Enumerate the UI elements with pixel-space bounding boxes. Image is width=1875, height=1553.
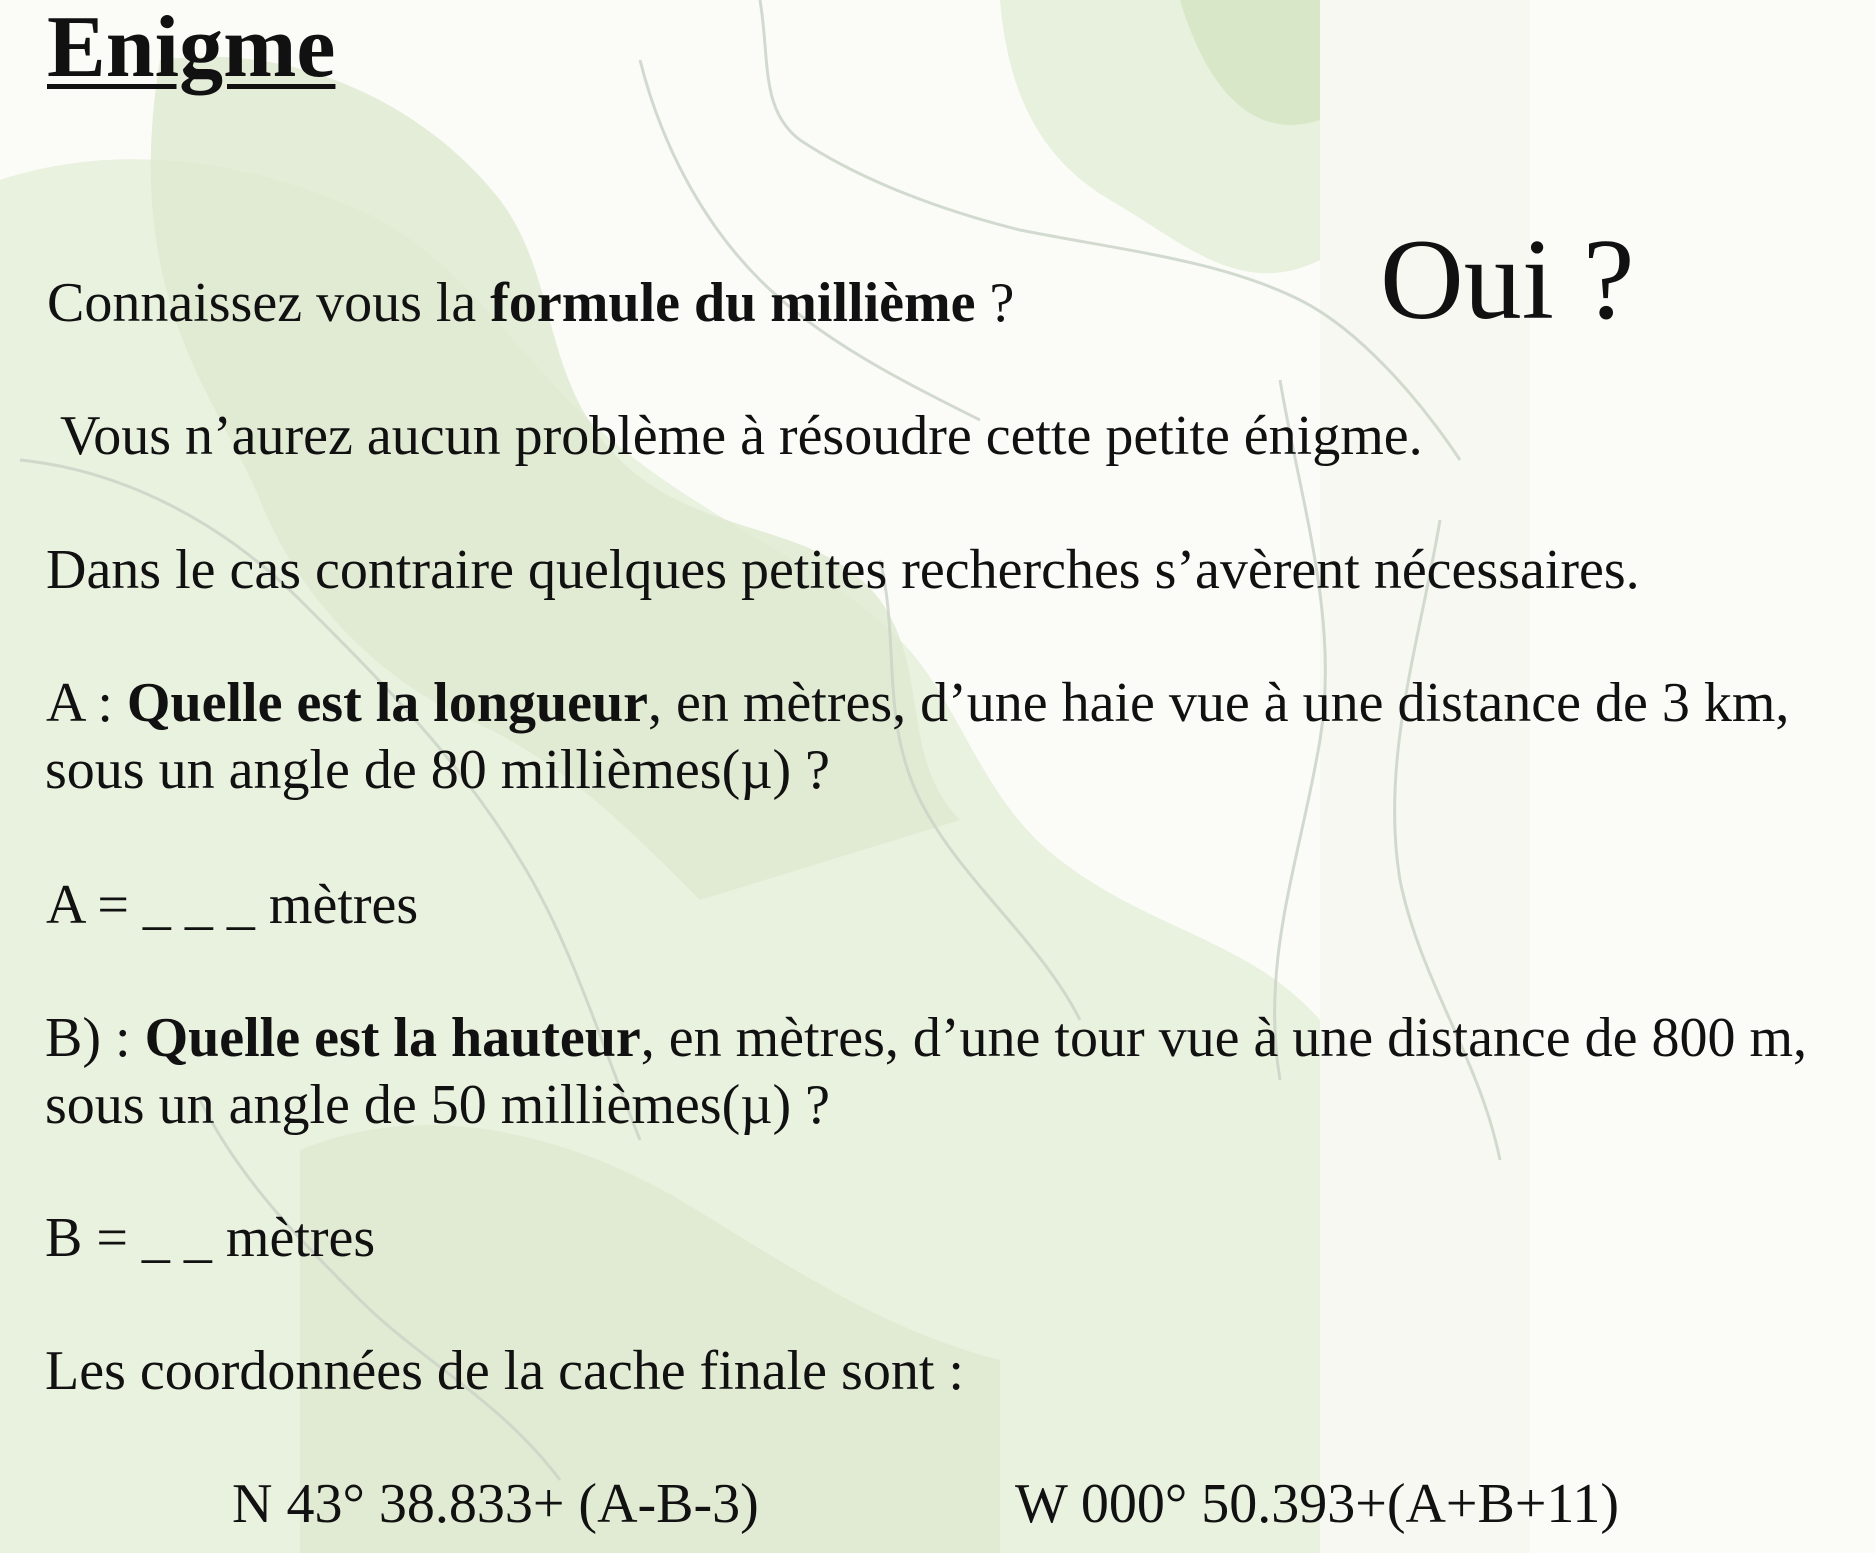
question-a-line1 [46, 672, 1790, 734]
intro-answer: Oui ? [1380, 216, 1635, 344]
answer-a: A = _ _ _ mètres [46, 874, 419, 936]
intro-bold: formule du millième [490, 272, 976, 334]
page-title: Enigme [47, 0, 336, 96]
coord-west: W 000° 50.393+(A+B+11) [1015, 1473, 1619, 1535]
line-no-problem: Vous n’aurez aucun problème à résoudre cette petite énigme. [60, 405, 1423, 467]
question-a-bold: Quelle est la longueur [126, 672, 649, 734]
question-b-line1 [45, 1007, 1808, 1069]
question-b-rest: , en mètres, d’une tour vue à une distance de 800 m, [640, 1007, 1808, 1069]
line-otherwise: Dans le cas contraire quelques petites recherches s’avèrent nécessaires. [46, 539, 1640, 601]
question-a-line2: sous un angle de 80 millièmes(µ) ? [45, 739, 830, 801]
answer-b: B = _ _ mètres [45, 1207, 376, 1269]
question-a-prefix: A : [46, 672, 127, 734]
coords-intro: Les coordonnées de la cache finale sont : [45, 1340, 964, 1402]
question-b-line2: sous un angle de 50 millièmes(µ) ? [45, 1074, 830, 1136]
question-b-prefix: B) : [45, 1007, 145, 1069]
intro-question [47, 272, 1015, 334]
intro-suffix: ? [975, 272, 1015, 334]
question-a-rest: , en mètres, d’une haie vue à une distance de 3 km, [648, 672, 1790, 734]
coord-north: N 43° 38.833+ (A-B-3) [232, 1473, 759, 1535]
question-b-bold: Quelle est la hauteur [144, 1007, 641, 1069]
intro-prefix: Connaissez vous la [47, 272, 491, 334]
